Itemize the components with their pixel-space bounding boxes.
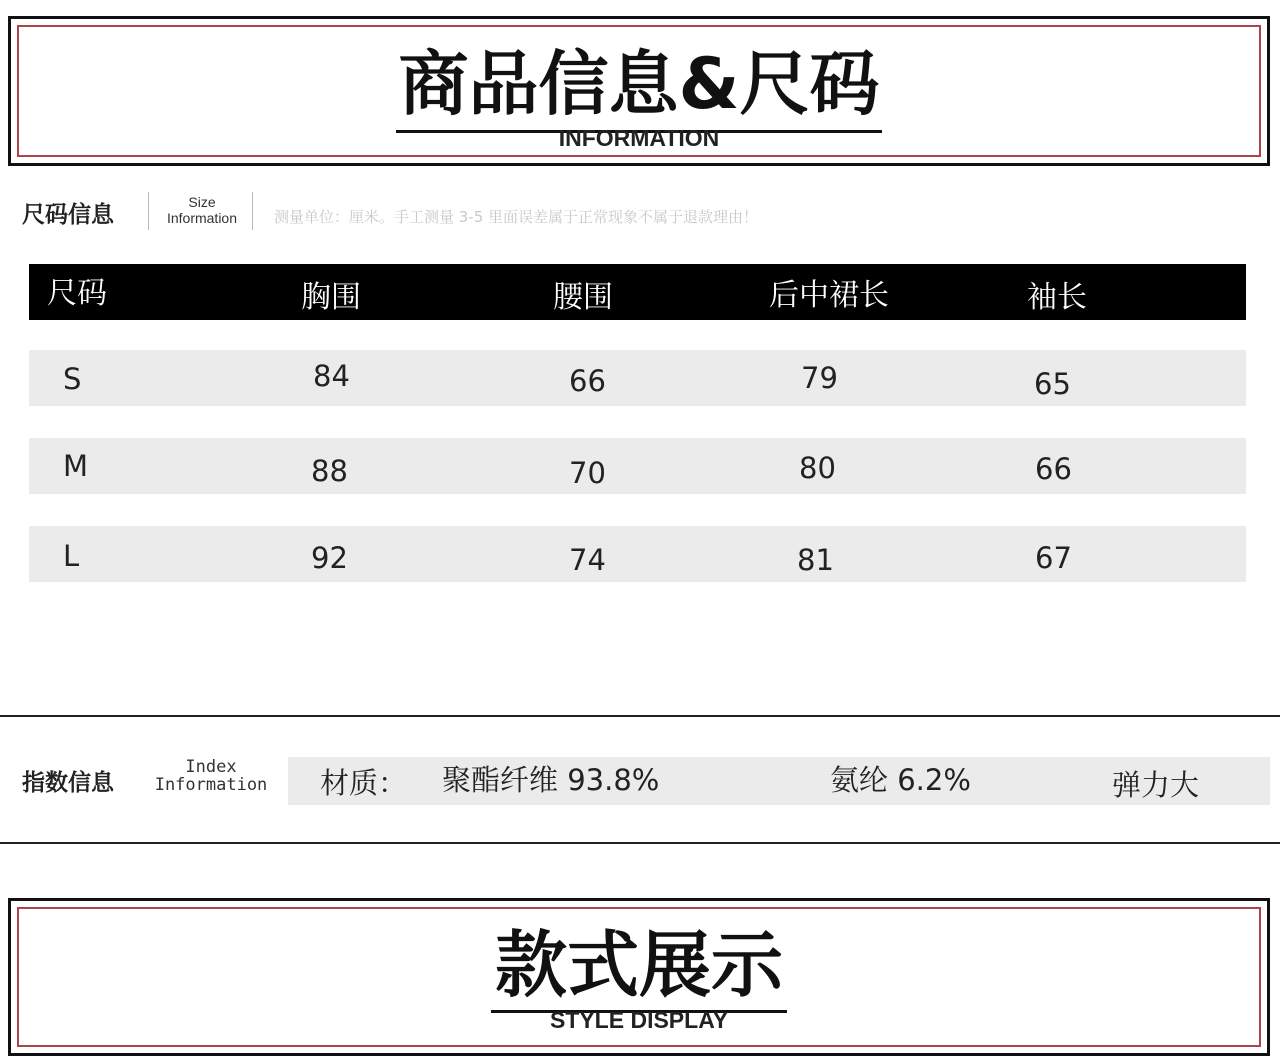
banner-subtitle: INFORMATION [558, 125, 720, 151]
banner-title: 款式展示 [11, 923, 1267, 1013]
cell-sleeve-length: 67 [1035, 541, 1072, 575]
header-size: 尺码 [47, 276, 107, 311]
cell-waist: 66 [569, 364, 606, 398]
cell-waist: 70 [569, 456, 606, 490]
cell-chest: 92 [311, 541, 348, 575]
cell-size: S [63, 362, 82, 396]
header-waist: 腰围 [553, 280, 613, 315]
cell-skirt-length: 79 [801, 361, 838, 395]
material-spandex: 氨纶 6.2% [830, 763, 971, 797]
material-label: 材质： [320, 766, 408, 800]
material-polyester: 聚酯纤维 93.8% [442, 763, 660, 797]
section-divider [0, 842, 1280, 844]
divider [252, 192, 253, 230]
information-banner [8, 16, 1270, 166]
cell-waist: 74 [569, 543, 606, 577]
cell-chest: 88 [311, 454, 348, 488]
cell-size: L [63, 539, 80, 573]
cell-size: M [63, 449, 89, 483]
cell-skirt-length: 80 [799, 451, 836, 485]
table-row [29, 526, 1246, 582]
material-bar [288, 757, 1270, 805]
style-display-banner [8, 898, 1270, 1056]
measurement-note: 测量单位：厘米。手工测量 3-5 里面误差属于正常现象不属于退款理由！ [274, 208, 759, 226]
header-sleeve-length: 袖长 [1027, 280, 1087, 315]
cell-chest: 84 [313, 359, 350, 393]
section-divider [0, 715, 1280, 717]
index-info-label: 指数信息 [22, 770, 114, 796]
table-row [29, 350, 1246, 406]
size-info-label-en: Size Information [166, 194, 238, 226]
table-header [29, 264, 1246, 320]
banner-subtitle: STYLE DISPLAY [549, 1007, 729, 1033]
header-chest: 胸围 [301, 280, 361, 315]
cell-sleeve-length: 66 [1035, 452, 1072, 486]
divider [148, 192, 149, 230]
header-skirt-length: 后中裙长 [769, 278, 889, 313]
cell-sleeve-length: 65 [1034, 367, 1071, 401]
cell-skirt-length: 81 [797, 543, 834, 577]
table-row [29, 438, 1246, 494]
elasticity-value: 弹力大 [1112, 768, 1200, 802]
size-info-label: 尺码信息 [22, 202, 114, 228]
banner-title: 商品信息&尺码 [11, 43, 1267, 133]
index-info-label-en: Index Information [154, 757, 268, 795]
